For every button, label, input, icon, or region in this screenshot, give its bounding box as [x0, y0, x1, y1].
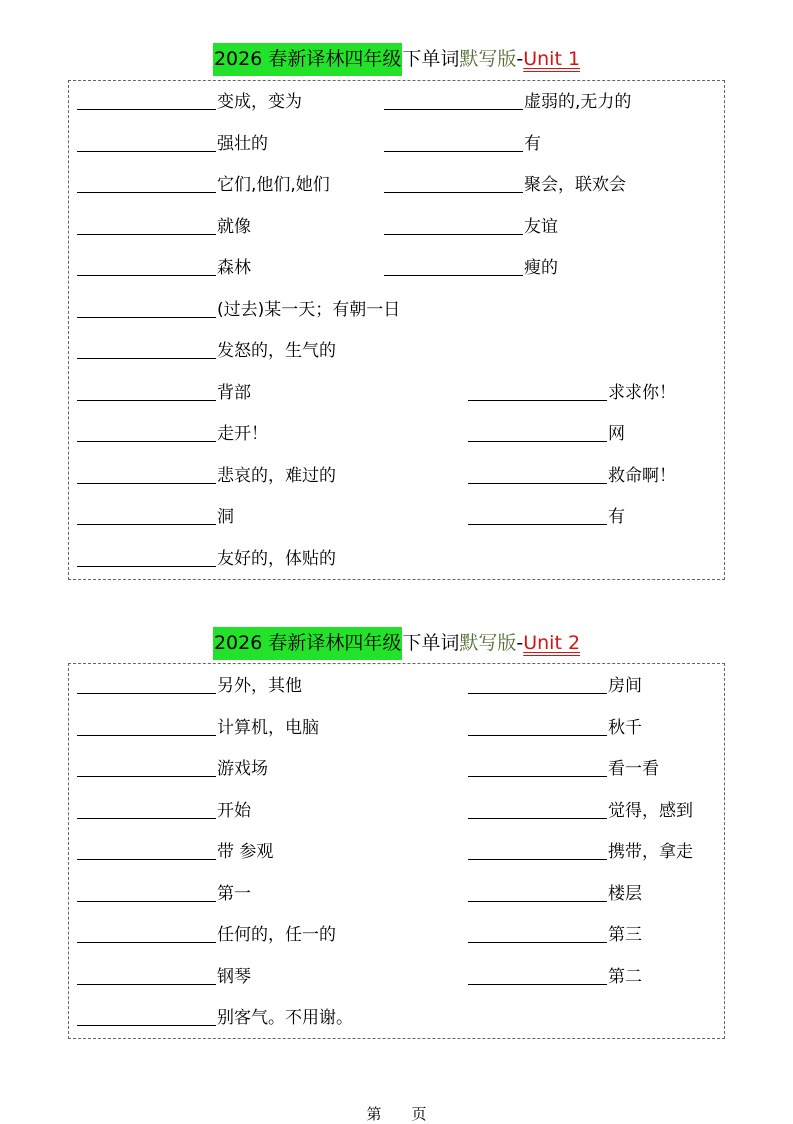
word-meaning: 楼层 — [608, 883, 642, 904]
word-entry — [384, 215, 558, 239]
word-entry — [77, 923, 336, 947]
answer-blank[interactable] — [77, 339, 216, 359]
word-meaning: (过去)某一天；有朝一日 — [217, 299, 401, 320]
answer-blank[interactable] — [468, 674, 607, 694]
word-entry — [77, 298, 400, 322]
answer-blank[interactable] — [384, 215, 523, 235]
word-meaning: 虚弱的,无力的 — [524, 92, 632, 112]
word-entry — [468, 716, 642, 740]
answer-blank[interactable] — [77, 298, 216, 318]
word-meaning: 友好的，体贴的 — [217, 548, 336, 569]
word-meaning: 走开！ — [217, 424, 268, 444]
word-meaning: 它们,他们,她们 — [217, 175, 330, 195]
word-meaning: 别客气。不用谢。 — [217, 1008, 353, 1028]
word-meaning: 洞 — [217, 507, 234, 527]
title-highlight: 2026 春新译林四年级 — [213, 43, 402, 76]
word-entry — [77, 1006, 353, 1030]
answer-blank[interactable] — [77, 464, 216, 484]
word-meaning: 计算机，电脑 — [217, 717, 319, 738]
word-entry — [468, 505, 625, 529]
title-olive: 默写版 — [459, 632, 517, 654]
answer-blank[interactable] — [77, 547, 216, 567]
page-footer: 第 页 — [366, 1105, 427, 1123]
word-entry — [468, 965, 642, 989]
word-meaning: 瘦的 — [524, 258, 558, 278]
answer-blank[interactable] — [77, 132, 216, 152]
answer-blank[interactable] — [468, 505, 607, 525]
word-meaning: 第二 — [608, 966, 642, 987]
title-unit: Unit 1 — [523, 48, 581, 70]
answer-blank[interactable] — [77, 381, 216, 401]
answer-blank[interactable] — [77, 716, 216, 736]
answer-blank[interactable] — [384, 90, 523, 110]
answer-blank[interactable] — [77, 923, 216, 943]
answer-blank[interactable] — [77, 1006, 216, 1026]
word-meaning: 就像 — [217, 216, 251, 237]
word-entry — [468, 381, 676, 405]
answer-blank[interactable] — [77, 757, 216, 777]
answer-blank[interactable] — [77, 173, 216, 193]
title-middle: 下单词 — [402, 48, 460, 70]
word-entry — [77, 674, 302, 698]
word-meaning: 发怒的，生气的 — [217, 341, 336, 361]
unit2-word-box — [68, 663, 725, 1039]
word-meaning: 背部 — [217, 382, 251, 403]
answer-blank[interactable] — [77, 965, 216, 985]
word-entry — [77, 381, 251, 405]
word-meaning: 有 — [608, 507, 625, 527]
word-meaning: 网 — [608, 424, 625, 444]
word-meaning: 觉得，感到 — [608, 800, 693, 821]
word-entry — [77, 464, 336, 488]
answer-blank[interactable] — [468, 716, 607, 736]
word-entry — [384, 90, 631, 114]
word-meaning: 森林 — [217, 258, 251, 278]
unit2-title — [0, 630, 793, 656]
answer-blank[interactable] — [77, 90, 216, 110]
word-meaning: 有 — [524, 133, 541, 154]
word-meaning: 秋千 — [608, 717, 642, 738]
answer-blank[interactable] — [468, 799, 607, 819]
word-meaning: 救命啊！ — [608, 465, 676, 486]
word-entry — [77, 547, 336, 571]
word-meaning: 房间 — [608, 676, 642, 696]
word-entry — [468, 923, 642, 947]
word-entry — [384, 173, 626, 197]
answer-blank[interactable] — [468, 840, 607, 860]
answer-blank[interactable] — [77, 882, 216, 902]
word-entry — [77, 965, 251, 989]
answer-blank[interactable] — [77, 422, 216, 442]
answer-blank[interactable] — [468, 381, 607, 401]
answer-blank[interactable] — [384, 256, 523, 276]
answer-blank[interactable] — [468, 464, 607, 484]
answer-blank[interactable] — [468, 965, 607, 985]
word-entry — [77, 173, 330, 197]
title-middle: 下单词 — [402, 632, 460, 654]
word-entry — [384, 132, 541, 156]
word-entry — [77, 840, 273, 864]
word-entry — [77, 882, 251, 906]
word-meaning: 游戏场 — [217, 759, 268, 779]
answer-blank[interactable] — [77, 215, 216, 235]
word-entry — [77, 339, 336, 363]
word-entry — [468, 840, 693, 864]
word-meaning: 看一看 — [608, 759, 659, 779]
word-meaning: 求求你！ — [608, 382, 676, 403]
word-entry — [468, 422, 625, 446]
answer-blank[interactable] — [384, 132, 523, 152]
title-dash: - — [516, 48, 524, 70]
answer-blank[interactable] — [468, 422, 607, 442]
title-unit: Unit 2 — [523, 632, 581, 654]
unit1-title — [0, 46, 793, 72]
word-meaning: 友谊 — [524, 216, 558, 237]
word-entry — [77, 132, 268, 156]
word-meaning: 带 参观 — [217, 842, 274, 862]
title-dash: - — [516, 632, 524, 654]
unit1-word-box — [68, 80, 725, 580]
word-entry — [77, 215, 251, 239]
word-meaning: 开始 — [217, 800, 251, 821]
word-meaning: 任何的，任一的 — [217, 925, 336, 945]
answer-blank[interactable] — [468, 923, 607, 943]
answer-blank[interactable] — [468, 882, 607, 902]
word-entry — [468, 799, 693, 823]
title-highlight: 2026 春新译林四年级 — [213, 627, 402, 660]
word-meaning: 悲哀的，难过的 — [217, 465, 336, 486]
answer-blank[interactable] — [468, 757, 607, 777]
word-meaning: 强壮的 — [217, 133, 268, 154]
word-entry — [77, 799, 251, 823]
answer-blank[interactable] — [77, 799, 216, 819]
word-meaning: 钢琴 — [217, 966, 251, 987]
word-entry — [468, 674, 642, 698]
title-olive: 默写版 — [459, 48, 517, 70]
answer-blank[interactable] — [77, 840, 216, 860]
answer-blank[interactable] — [77, 505, 216, 525]
word-entry — [468, 757, 659, 781]
word-meaning: 变成，变为 — [217, 92, 302, 112]
word-entry — [77, 256, 251, 280]
answer-blank[interactable] — [77, 674, 216, 694]
word-entry — [468, 464, 676, 488]
word-entry — [384, 256, 558, 280]
word-entry — [77, 90, 302, 114]
word-entry — [77, 716, 319, 740]
word-entry — [77, 757, 268, 781]
word-meaning: 聚会，联欢会 — [524, 175, 626, 195]
word-meaning: 另外，其他 — [217, 676, 302, 696]
word-entry — [77, 505, 234, 529]
word-entry — [77, 422, 268, 446]
answer-blank[interactable] — [77, 256, 216, 276]
answer-blank[interactable] — [384, 173, 523, 193]
word-meaning: 第一 — [217, 883, 251, 904]
word-entry — [468, 882, 642, 906]
word-meaning: 携带，拿走 — [608, 842, 693, 862]
word-meaning: 第三 — [608, 925, 642, 945]
